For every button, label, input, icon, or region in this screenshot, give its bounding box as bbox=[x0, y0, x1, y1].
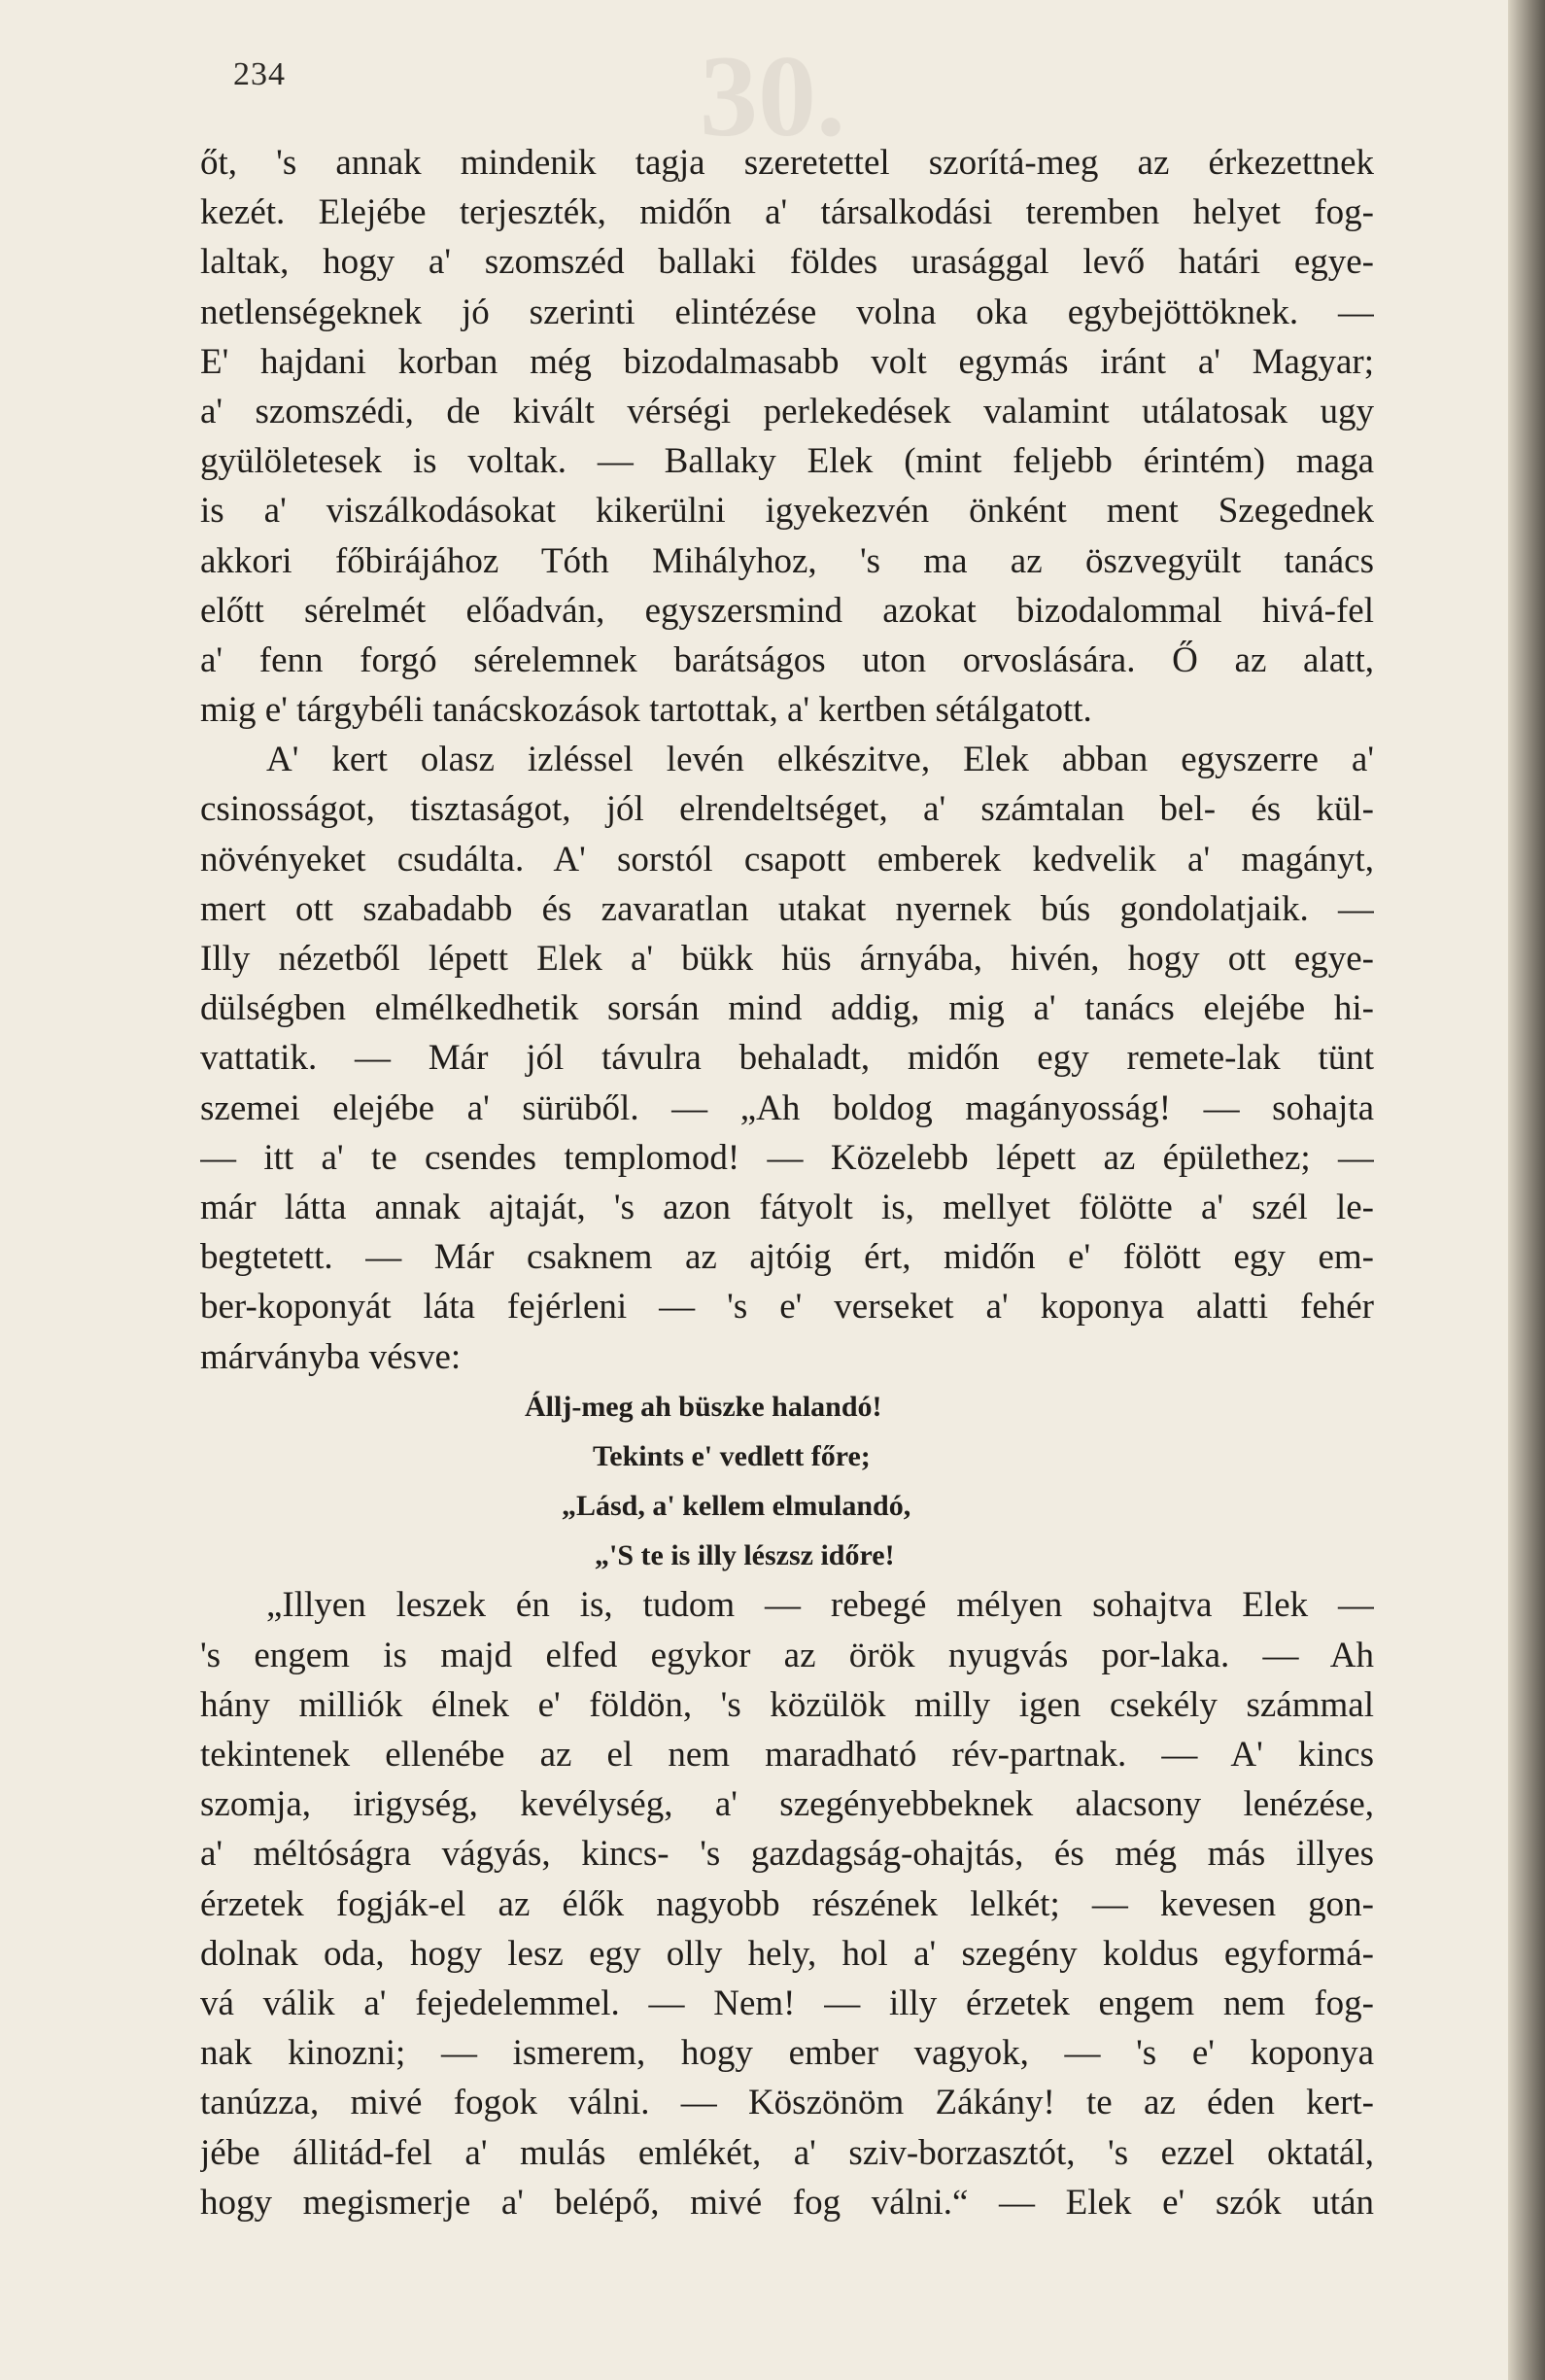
text-line: vattatik. — Már jól távulra behaladt, midőn egy remete-lak tünt bbox=[200, 1038, 1374, 1079]
paragraph-start-line: A' kert olasz izléssel levén elkészitve, Elek abban egyszerre a' bbox=[266, 740, 1374, 780]
text-line: szomja, irigység, kevélység, a' szegényebbeknek alacsony lenézése, bbox=[200, 1784, 1374, 1825]
body-text bbox=[200, 138, 1374, 2227]
book-gutter-edge bbox=[1508, 0, 1545, 2380]
text-line: hány milliók élnek e' földön, 's közülök milly igen csekély számmal bbox=[200, 1684, 1374, 1725]
text-line: Illy nézetből lépett Elek a' bükk hüs árnyába, hivén, hogy ott egye- bbox=[200, 939, 1374, 979]
text-line: akkori főbirájához Tóth Mihályhoz, 's ma az öszvegyült tanács bbox=[200, 540, 1374, 581]
paragraph-start-line: „Illyen leszek én is, tudom — rebegé mélyen sohajtva Elek — bbox=[266, 1585, 1374, 1626]
text-line: a' fenn forgó sérelemnek barátságos uton orvoslására. Ő az alatt, bbox=[200, 639, 1374, 680]
text-line: mig e' tárgybéli tanácskozások tartottak, a' kertben sétálgatott. bbox=[200, 690, 1092, 731]
text-line: netlenségeknek jó szerinti elintézése volna oka egybejöttöknek. — bbox=[200, 292, 1374, 332]
text-line: kezét. Elejébe terjeszték, midőn a' társalkodási teremben helyet fog- bbox=[200, 192, 1374, 233]
text-line: — itt a' te csendes templomod! — Közelebb lépett az épülethez; — bbox=[200, 1137, 1374, 1178]
text-line: begtetett. — Már csaknem az ajtóig ért, midőn e' fölött egy em- bbox=[200, 1237, 1374, 1278]
page-number: 234 bbox=[233, 56, 286, 92]
text-line: szemei elejébe a' sürüből. — „Ah boldog magányosság! — sohajta bbox=[200, 1087, 1374, 1128]
poem-line: „'S te is illy lészsz időre! bbox=[595, 1539, 895, 1572]
text-line: laltak, hogy a' szomszéd ballaki földes urasággal levő határi egye- bbox=[200, 242, 1374, 283]
text-line: már látta annak ajtaját, 's azon fátyolt is, mellyet fölötte a' szél le- bbox=[200, 1187, 1374, 1227]
text-line: érzetek fogják-el az élők nagyobb részének lelkét; — kevesen gon- bbox=[200, 1883, 1374, 1924]
text-line: E' hajdani korban még bizodalmasabb volt egymás iránt a' Magyar; bbox=[200, 341, 1374, 382]
text-line: vá válik a' fejedelemmel. — Nem! — illy érzetek engem nem fog- bbox=[200, 1983, 1374, 2023]
bleed-through-heading: 30. bbox=[700, 31, 845, 160]
text-line: tekintenek ellenébe az el nem maradható rév-partnak. — A' kincs bbox=[200, 1735, 1374, 1775]
poem-line: Állj-meg ah büszke halandó! bbox=[525, 1390, 882, 1423]
text-line: 's engem is majd elfed egykor az örök nyugvás por-laka. — Ah bbox=[200, 1635, 1374, 1675]
poem-line: Tekints e' vedlett főre; bbox=[593, 1439, 871, 1472]
text-line: a' méltóságra vágyás, kincs- 's gazdagság-ohajtás, és még más illyes bbox=[200, 1834, 1374, 1875]
text-line: csinosságot, tisztaságot, jól elrendeltséget, a' számtalan bel- és kül- bbox=[200, 789, 1374, 830]
text-line: hogy megismerje a' belépő, mivé fog válni.“ — Elek e' szók után bbox=[200, 2182, 1374, 2223]
text-line: jébe állitád-fel a' mulás emlékét, a' sziv-borzasztót, 's ezzel oktatál, bbox=[200, 2132, 1374, 2173]
text-line: mert ott szabadabb és zavaratlan utakat nyernek bús gondolatjaik. — bbox=[200, 888, 1374, 929]
text-line: dolnak oda, hogy lesz egy olly hely, hol a' szegény koldus egyformá- bbox=[200, 1933, 1374, 1974]
text-line: gyülöletesek is voltak. — Ballaky Elek (mint feljebb érintém) maga bbox=[200, 441, 1374, 482]
text-line: előtt sérelmét előadván, egyszersmind azokat bizodalommal hivá-fel bbox=[200, 590, 1374, 631]
text-line: ber-koponyát láta fejérleni — 's e' verseket a' koponya alatti fehér bbox=[200, 1287, 1374, 1328]
text-line: tanúzza, mivé fogok válni. — Köszönöm Zákány! te az éden kert- bbox=[200, 2083, 1374, 2123]
text-line: a' szomszédi, de kivált vérségi perlekedések valamint utálatosak ugy bbox=[200, 391, 1374, 431]
text-line: márványba vésve: bbox=[200, 1336, 462, 1377]
text-line: dülségben elmélkedhetik sorsán mind addig, mig a' tanács elejébe hi- bbox=[200, 988, 1374, 1029]
text-line: őt, 's annak mindenik tagja szeretettel szorítá-meg az érkezettnek bbox=[200, 143, 1374, 183]
text-line: nak kinozni; — ismerem, hogy ember vagyok, — 's e' koponya bbox=[200, 2033, 1374, 2074]
text-line: is a' viszálkodásokat kikerülni igyekezvén önként ment Szegednek bbox=[200, 491, 1374, 532]
text-line: növényeket csudálta. A' sorstól csapott emberek kedvelik a' magányt, bbox=[200, 839, 1374, 880]
poem-line: „Lásd, a' kellem elmulandó, bbox=[562, 1490, 911, 1523]
